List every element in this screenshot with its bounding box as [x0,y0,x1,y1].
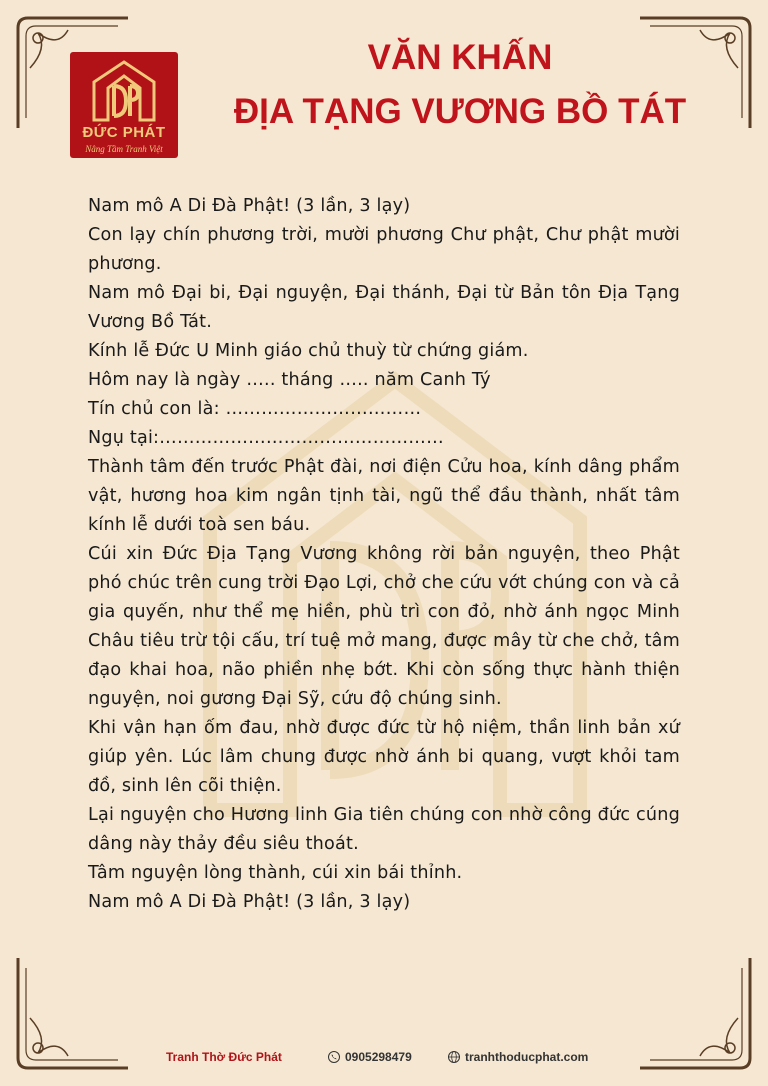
brand-logo [70,52,178,158]
prayer-paragraph: Thành tâm đến trước Phật đài, nơi điện Cửu hoa, kính dâng phẩm vật, hương hoa kim ngân tịnh tài, ngũ thể đầu thành, nhất tâm kính lễ dưới toà sen báu. [88,457,680,535]
phone-icon [328,1051,340,1063]
globe-icon [448,1051,460,1063]
prayer-paragraph: Con lạy chín phương trời, mười phương Chư phật, Chư phật mười phương. [88,225,680,274]
page-title-line-1: VĂN KHẤN [367,38,553,77]
footer-brand-text: Tranh Thờ Đức Phát [166,1050,282,1064]
logo-name: ĐỨC PHÁT [82,124,166,141]
footer-phone-text: 0905298479 [345,1050,412,1064]
house-dp-icon [92,60,156,122]
page-title-line-2: ĐỊA TẠNG VƯƠNG BỒ TÁT [233,92,687,131]
footer [0,1050,768,1070]
prayer-text [88,192,680,917]
prayer-paragraph: Tâm nguyện lòng thành, cúi xin bái thỉnh. [88,863,463,883]
logo-slogan: Nâng Tầm Tranh Việt [85,144,163,154]
prayer-paragraph: Ngụ tại:………………………………………… [88,428,444,448]
footer-phone[interactable] [328,1050,412,1064]
prayer-paragraph: Lại nguyện cho Hương linh Gia tiên chúng con nhờ công đức cúng dâng này thảy đều siêu thoát. [88,805,680,854]
prayer-paragraph: Khi vận hạn ốm đau, nhờ được đức từ hộ niệm, thần linh bản xứ giúp yên. Lúc lâm chung được nhờ ánh bi quang, vượt khỏi tam đồ, sinh lên cõi thiện. [88,718,680,796]
prayer-paragraph: Cúi xin Đức Địa Tạng Vương không rời bản nguyện, theo Phật phó chúc trên cung trời Đạo Lợi, chở che cứu vớt chúng con và cả gia quyến, như thể mẹ hiền, phù trì con đỏ, nhờ ánh ngọc Minh Châu tiêu trừ tội cấu, trí tuệ mở mang, được mây từ che chở, tâm đạo khai hoa, não phiền nhẹ bớt. Khi còn sống thực hành thiện nguyện, noi gương Đại Sỹ, cứu độ chúng sinh. [88,544,680,709]
footer-website[interactable] [448,1050,588,1064]
footer-brand [166,1050,282,1064]
prayer-paragraph: Kính lễ Đức U Minh giáo chủ thuỳ từ chứng giám. [88,341,529,361]
prayer-paragraph: Hôm nay là ngày ….. tháng ….. năm Canh Tý [88,370,491,390]
footer-website-text: tranhthoducphat.com [465,1050,589,1064]
prayer-paragraph: Nam mô A Di Đà Phật! (3 lần, 3 lạy) [88,892,411,912]
prayer-paragraph: Nam mô A Di Đà Phật! (3 lần, 3 lạy) [88,196,411,216]
prayer-paragraph: Nam mô Đại bi, Đại nguyện, Đại thánh, Đại từ Bản tôn Địa Tạng Vương Bồ Tát. [88,283,680,332]
prayer-paragraph: Tín chủ con là: …………………………… [88,399,422,419]
